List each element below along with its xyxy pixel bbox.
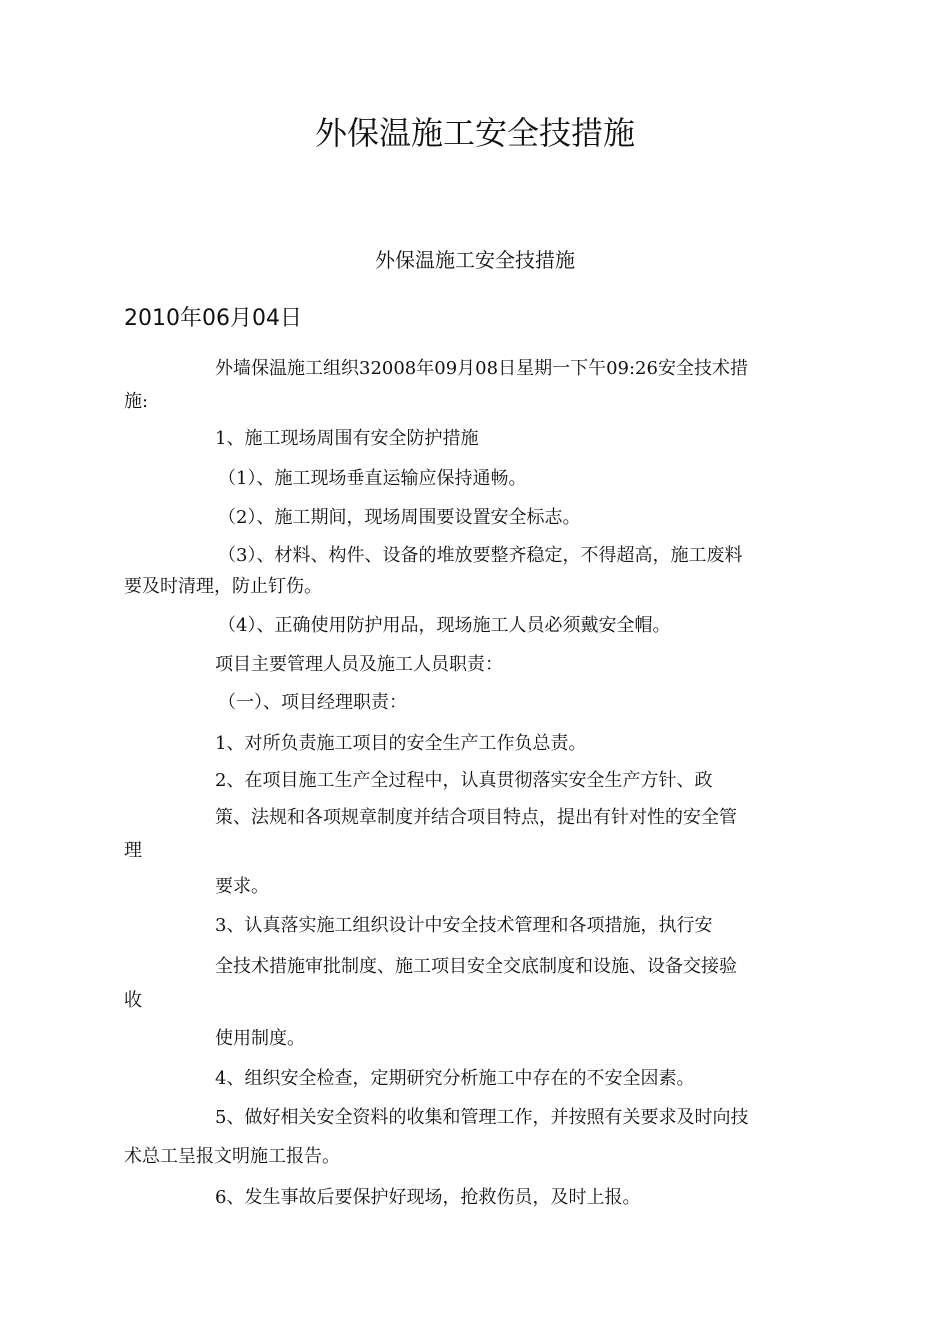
paragraph-line: 使用制度。 [215, 1028, 305, 1049]
paragraph-line: 项目主要管理人员及施工人员职责： [215, 654, 503, 675]
paragraph-line: 要求。 [215, 876, 269, 897]
paragraph-line: 3、认真落实施工组织设计中安全技术管理和各项措施，执行安 [215, 915, 713, 936]
paragraph-line: 5、做好相关安全资料的收集和管理工作，并按照有关要求及时向技 [215, 1107, 749, 1128]
paragraph-line: 4、组织安全检查，定期研究分析施工中存在的不安全因素。 [215, 1068, 695, 1089]
paragraph-line: 收 [124, 990, 142, 1011]
paragraph-line: 理 [124, 840, 142, 861]
paragraph-line: 术总工呈报文明施工报告。 [124, 1146, 340, 1167]
paragraph-line: （1）、施工现场垂直运输应保持通畅。 [218, 468, 527, 489]
document-date: 2010年06月04日 [124, 306, 302, 331]
sub-title: 外保温施工安全技措施 [375, 248, 575, 272]
paragraph-line: 要及时清理，防止钉伤。 [124, 576, 322, 597]
paragraph-line: 外墙保温施工组织32008年09月08日星期一下午09:26安全技术措 [215, 358, 748, 379]
paragraph-line: （2）、施工期间，现场周围要设置安全标志。 [218, 507, 581, 528]
paragraph-line: 1、对所负责施工项目的安全生产工作负总责。 [215, 733, 587, 754]
paragraph-line: 2、在项目施工生产全过程中，认真贯彻落实安全生产方针、政 [215, 770, 713, 791]
paragraph-line: 1、施工现场周围有安全防护措施 [215, 428, 479, 449]
paragraph-line: 施: [124, 391, 149, 412]
paragraph-line: 全技术措施审批制度、施工项目安全交底制度和设施、设备交接验 [215, 956, 737, 977]
paragraph-line: （一）、项目经理职责： [218, 692, 407, 713]
paragraph-line: （3）、材料、构件、设备的堆放要整齐稳定，不得超高，施工废料 [218, 545, 743, 566]
paragraph-line: 6、发生事故后要保护好现场，抢救伤员，及时上报。 [215, 1187, 641, 1208]
main-title: 外保温施工安全技措施 [314, 114, 635, 152]
paragraph-line: （4）、正确使用防护用品，现场施工人员必须戴安全帽。 [218, 615, 671, 636]
paragraph-line: 策、法规和各项规章制度并结合项目特点，提出有针对性的安全管 [215, 807, 737, 828]
